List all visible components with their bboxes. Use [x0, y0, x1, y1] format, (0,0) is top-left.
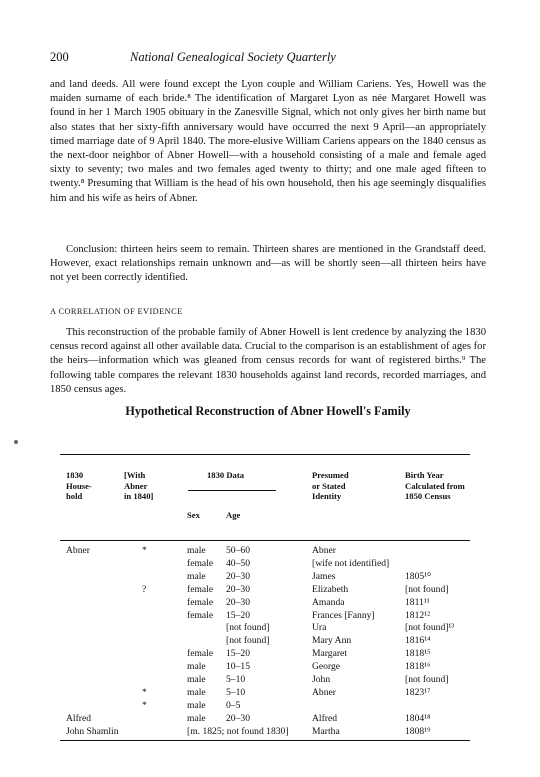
table-cell-identity: Ura — [312, 622, 327, 634]
journal-title: National Genealogical Society Quarterly — [130, 50, 336, 64]
table-cell-birth: 1811¹¹ — [405, 596, 430, 608]
header-household-line: 1830 — [66, 470, 84, 480]
table-cell-household: John Shamlin — [66, 725, 119, 737]
header-identity — [312, 470, 349, 502]
header-identity-line: Presumed — [312, 470, 349, 480]
table-cell-with: * — [142, 545, 147, 556]
table-cell-sex: [m. 1825; not found 1830] — [187, 725, 289, 737]
table-cell-age: 50–60 — [226, 545, 250, 556]
header-identity-line: or Stated — [312, 480, 346, 491]
table-cell-identity: Elizabeth — [312, 583, 349, 595]
table-cell-identity: Abner — [312, 686, 336, 698]
paragraph-3-text: This reconstruction of the probable family of Abner Howell is lent credence by analyzing the 1830 census record against all other available data. Crucial to the comparison is an establishment of ages for the heirs—information which was gleaned from census records for want of registered births.⁹ The following table compares the relevant 1830 households against land records, recorded marriages, and 1850 census ages. — [50, 327, 486, 395]
table-cell-with: * — [142, 699, 147, 711]
table-cell-identity: Martha — [312, 725, 340, 737]
table-top-rule — [60, 454, 470, 455]
section-heading: A CORRELATION OF EVIDENCE — [50, 307, 183, 316]
table-cell-sex: male — [187, 712, 206, 724]
table-cell-identity: John — [312, 674, 331, 685]
header-identity-line: Identity — [312, 491, 342, 501]
table-cell-identity: George — [312, 661, 341, 673]
paragraph-2-text: Conclusion: thirteen heirs seem to remain. Thirteen shares are mentioned in the Grandstaff deed. However, exact relationships remain unknown and—as will be shortly seen—all thirteen heirs have not yet been correctly identified. — [50, 244, 486, 284]
table-cell-sex: female — [187, 596, 214, 608]
table-cell-age: 20–30 — [226, 712, 250, 724]
header-birth-line: Birth Year — [405, 470, 444, 480]
table-cell-age: 20–30 — [226, 570, 250, 582]
table-cell-identity: Abner — [312, 545, 336, 556]
table-cell-household: Abner — [66, 545, 90, 556]
header-sex: Sex — [187, 510, 200, 520]
table-cell-birth: [not found]¹³ — [405, 622, 455, 634]
table-cell-identity: Mary Ann — [312, 635, 352, 647]
table-cell-sex: male — [187, 661, 206, 673]
header-household-line: hold — [66, 491, 83, 501]
header-household — [66, 470, 92, 502]
table-cell-sex: female — [187, 557, 214, 569]
table-cell-sex: male — [187, 545, 206, 556]
header-with-line: in 1840] — [124, 491, 154, 501]
table-cell-age: [not found] — [226, 635, 270, 647]
table-header-rule — [60, 540, 470, 541]
table-cell-identity: Frances [Fanny] — [312, 609, 375, 621]
table-cell-identity: [wife not identified] — [312, 557, 390, 569]
table-cell-birth: [not found] — [405, 674, 449, 685]
table-cell-identity: Amanda — [312, 596, 345, 608]
table-cell-age: 40–50 — [226, 557, 250, 569]
table-bottom-rule — [60, 740, 470, 741]
table-cell-birth: [not found] — [405, 583, 449, 595]
table-cell-sex: male — [187, 570, 206, 582]
table-cell-sex: male — [187, 699, 206, 711]
table-cell-birth: 1808¹⁹ — [405, 725, 431, 737]
table-cell-age: 5–10 — [226, 686, 246, 698]
table-cell-sex: male — [187, 686, 206, 698]
paragraph-1-text: and land deeds. All were found except the Lyon couple and William Cariens. Yes, Howell was the maiden surname of each bride.⁸ The identification of Margaret Lyon as née Margaret Howell was found in her 1 March 1905 obituary in the Zanesville Signal, which not only gives her birth name but also states that her sixty-fifth anniversary would have occurred the next 9 April—an appropriately timed marriage date of 9 April 1840. The more-elusive William Cariens appears on the 1840 census as the next-door neighbor of Abner Howell—with a household consisting of a male and female aged sixty to seventy; two males and two females aged twenty to thirty; and one male aged fifteen to twenty.⁸ Presuming that William is the head of his own household, then his age seemingly disqualifies him and his wife as heirs of Abner. — [50, 79, 486, 204]
table-cell-age: 15–20 — [226, 609, 250, 621]
table-cell-age: [not found] — [226, 622, 270, 634]
table-cell-birth: 1804¹⁸ — [405, 712, 431, 724]
table-cell-birth: 1818¹⁶ — [405, 661, 431, 673]
header-1830-data: 1830 Data — [207, 470, 244, 480]
table-cell-age: 0–5 — [226, 699, 241, 711]
table-cell-with: * — [142, 686, 147, 698]
header-with-abner — [124, 470, 153, 502]
table-cell-sex: female — [187, 648, 214, 660]
table-cell-birth: 1818¹⁵ — [405, 648, 431, 660]
table-cell-household: Alfred — [66, 712, 92, 724]
table-title: Hypothetical Reconstruction of Abner Howell's Family — [125, 404, 411, 418]
table-cell-sex: female — [187, 609, 214, 621]
margin-dot — [14, 440, 18, 444]
header-birth-year — [405, 470, 465, 502]
table-cell-identity: Margaret — [312, 648, 347, 660]
header-with-line: Abner — [124, 480, 148, 491]
paragraph-1 — [50, 78, 486, 206]
table-cell-sex: female — [187, 583, 214, 595]
table-cell-age: 20–30 — [226, 596, 250, 608]
table-group-rule — [188, 490, 276, 491]
header-with-line: [With — [124, 470, 146, 480]
table-cell-sex: male — [187, 674, 206, 685]
paragraph-3 — [50, 326, 486, 397]
table-cell-birth: 1812¹² — [405, 609, 430, 621]
table-cell-identity: James — [312, 570, 336, 582]
table-cell-age: 5–10 — [226, 674, 246, 685]
page-number: 200 — [50, 50, 69, 64]
table-cell-age: 15–20 — [226, 648, 250, 660]
header-age: Age — [226, 510, 241, 520]
table-cell-birth: 1816¹⁴ — [405, 635, 431, 647]
header-birth-line: Calculated from — [405, 480, 465, 491]
table-cell-with: ? — [142, 583, 147, 595]
table-cell-birth: 1805¹⁰ — [405, 570, 431, 582]
running-header — [50, 50, 490, 68]
header-birth-line: 1850 Census — [405, 491, 451, 501]
table-cell-age: 10–15 — [226, 661, 250, 673]
table-cell-age: 20–30 — [226, 583, 250, 595]
table-cell-birth: 1823¹⁷ — [405, 686, 431, 698]
table-cell-identity: Alfred — [312, 712, 338, 724]
header-household-line: House- — [66, 480, 92, 491]
paragraph-2 — [50, 243, 486, 286]
